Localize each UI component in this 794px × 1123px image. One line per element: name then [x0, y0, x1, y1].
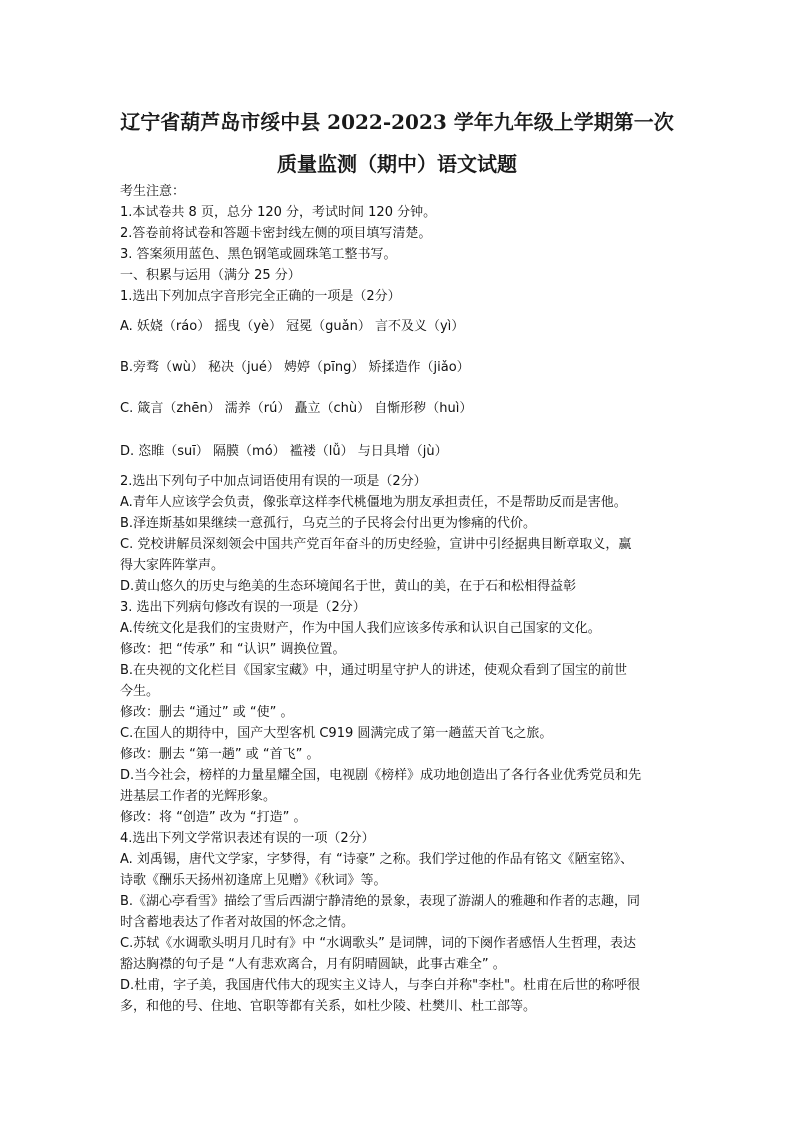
- question-2-line: A.青年人应该学会负责，像张章这样李代桃僵地为朋友承担责任，不是帮助反而是害他。: [120, 495, 627, 510]
- question-2-stem: 2.选出下列句子中加点词语使用有误的一项是（2分）: [120, 474, 427, 489]
- question-3-line: C.在国人的期待中，国产大型客机 C919 圆满完成了第一趟蓝天首飞之旅。: [120, 726, 553, 741]
- question-2-line: C. 党校讲解员深刻领会中国共产党百年奋斗的历史经验，宣讲中引经据典目断章取义，赢: [120, 537, 632, 552]
- notice-item: 1.本试卷共 8 页，总分 120 分，考试时间 120 分钟。: [120, 205, 437, 220]
- question-1-option-c: C. 箴言（zhēn） 濡养（rú） 矗立（chù） 自惭形秽（huì）: [120, 401, 473, 416]
- question-4-line: C.苏轼《水调歌头明月几时有》中 “水调歌头” 是词牌，词的下阕作者感悟人生哲理，表达: [120, 936, 636, 951]
- question-1-stem: 1.选出下列加点字音形完全正确的一项是（2分）: [120, 289, 401, 304]
- question-3-line: 进基层工作者的光辉形象。: [120, 789, 277, 804]
- exam-title-line-2: 质量监测（期中）语文试题: [277, 152, 517, 176]
- question-3-stem: 3. 选出下列病句修改有误的一项是（2分）: [120, 600, 366, 615]
- question-4-line: 多，和他的号、住地、官职等都有关系，如杜少陵、杜樊川、杜工部等。: [120, 999, 537, 1014]
- question-4-stem: 4.选出下列文学常识表述有误的一项（2分）: [120, 831, 375, 846]
- question-4-line: B.《湖心亭看雪》描绘了雪后西湖宁静清绝的景象，表现了游湖人的雅趣和作者的志趣，同: [120, 894, 641, 909]
- question-4-line: 诗歌《酬乐天扬州初逢席上见赠》《秋词》等。: [120, 873, 387, 888]
- question-3-line: B.在央视的文化栏目《国家宝藏》中，通过明星守护人的讲述，使观众看到了国宝的前世: [120, 663, 628, 678]
- question-3-line: 今生。: [120, 684, 160, 699]
- question-1-option-b: B.旁骛（wù） 秘决（jué） 娉婷（pīng） 矫揉造作（jiǎo）: [120, 360, 470, 375]
- question-2-line: 得大家阵阵掌声。: [120, 558, 225, 573]
- question-3-line: D.当今社会，榜样的力量星耀全国，电视剧《榜样》成功地创造出了各行各业优秀党员和先: [120, 768, 642, 783]
- question-3-line: 修改：把 “传承” 和 “认识” 调换位置。: [120, 642, 346, 657]
- notice-heading: 考生注意：: [120, 184, 186, 199]
- question-3-line: 修改：删去 “通过” 或 “使” 。: [120, 705, 294, 720]
- exam-title-line-1: 辽宁省葫芦岛市绥中县 2022-2023 学年九年级上学期第一次: [120, 110, 674, 134]
- question-1-option-d: D. 恣睢（suī） 隔膜（mó） 褴褛（lǚ） 与日具增（jù）: [120, 444, 448, 459]
- question-4-line: 豁达胸襟的句子是 “人有悲欢离合，月有阴晴圆缺，此事古难全” 。: [120, 957, 506, 972]
- notice-item: 3. 答案须用蓝色、黑色钢笔或圆珠笔工整书写。: [120, 247, 397, 262]
- question-4-line: A. 刘禹锡，唐代文学家，字梦得，有 “诗豪” 之称。我们学过他的作品有铭文《陋室铭》、: [120, 852, 634, 867]
- question-3-line: A.传统文化是我们的宝贵财产，作为中国人我们应该多传承和认识自己国家的文化。: [120, 621, 601, 636]
- question-2-line: D.黄山悠久的历史与绝美的生态环境闻名于世，黄山的美，在于石和松相得益彰: [120, 579, 577, 594]
- question-3-line: 修改：删去 “第一趟” 或 “首飞” 。: [120, 747, 320, 762]
- question-4-line: 时含蓄地表达了作者对故国的怀念之情。: [120, 915, 355, 930]
- notice-item: 2.答卷前将试卷和答题卡密封线左侧的项目填写清楚。: [120, 226, 432, 241]
- question-3-line: 修改：将 “创造” 改为 “打造” 。: [120, 810, 307, 825]
- question-4-line: D.杜甫，字子美，我国唐代伟大的现实主义诗人，与李白并称"李杜"。杜甫在后世的称呼很: [120, 978, 641, 993]
- question-2-line: B.泽连斯基如果继续一意孤行，乌克兰的子民将会付出更为惨痛的代价。: [120, 516, 537, 531]
- section-heading: 一、积累与运用（满分 25 分）: [120, 268, 301, 283]
- question-1-option-a: A. 妖娆（ráo） 摇曳（yè） 冠冕（guǎn） 言不及义（yì）: [120, 319, 465, 334]
